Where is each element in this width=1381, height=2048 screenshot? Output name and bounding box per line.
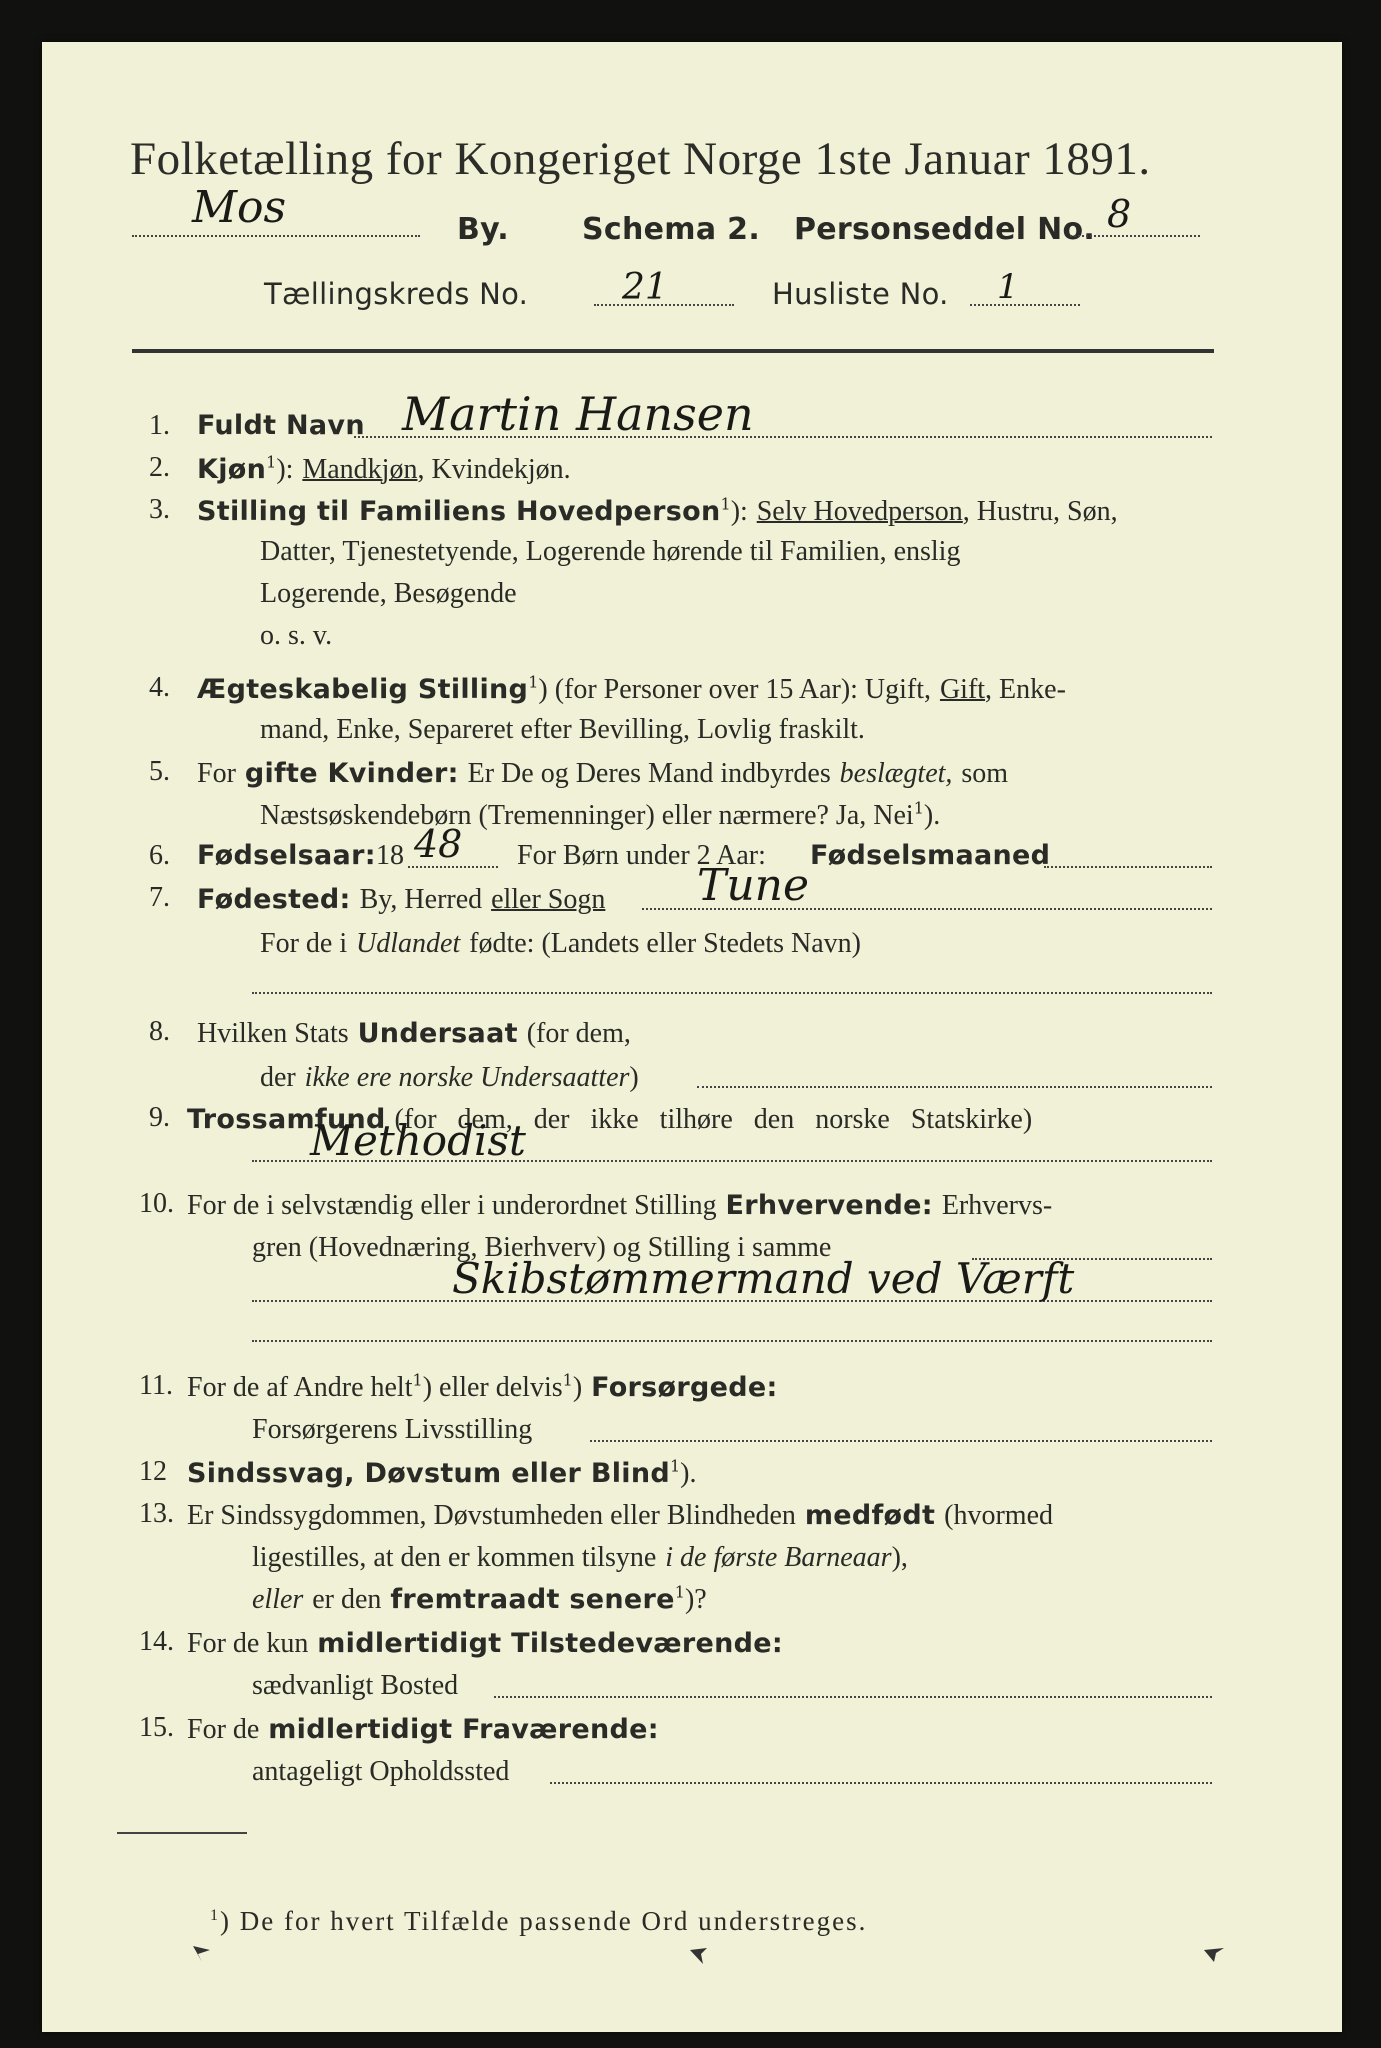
item-12-label: Sindssvag, Døvstum eller Blind [187, 1458, 670, 1489]
item-11-line1b: ) eller delvis [422, 1372, 563, 1403]
item-7-answer: Tune [697, 860, 810, 911]
form-title: Folketælling for Kongeriget Norge 1ste Januar 1891. [130, 133, 1151, 185]
item-5-line2-row [260, 798, 940, 832]
footnote-text: ) De for hvert Tilfælde passende Ord understreges. [220, 1906, 868, 1936]
item-13-row [187, 1498, 1053, 1532]
item-4-rest: , Enke- [985, 674, 1066, 705]
item-5-pre: For [197, 758, 236, 789]
item-10-row [187, 1188, 1052, 1222]
item-6-label: Fødselsaar: [197, 840, 376, 871]
item-3-sup: 1 [720, 494, 731, 514]
item-10-line1c: Erhvervs- [941, 1190, 1053, 1221]
item-15-line2: antageligt Opholdssted [252, 1756, 510, 1787]
item-7-row [197, 882, 605, 916]
item-13-line1c: (hvormed [944, 1500, 1053, 1531]
footnote-rule [117, 1832, 247, 1834]
item-11-line2: Forsørgerens Livsstilling [252, 1414, 533, 1445]
item-8-line1b: Undersaat [357, 1018, 518, 1049]
registration-mark-right-icon [1202, 1942, 1226, 1966]
husliste-label: Husliste No. [772, 277, 949, 311]
item-4-selected: Gift [939, 674, 986, 705]
item-13-number: 13. [139, 1498, 174, 1529]
item-13-line1a: Er Sindssygdommen, Døvstumheden eller Blindheden [187, 1500, 796, 1531]
item-10-line1b: Erhvervende: [725, 1190, 933, 1221]
item-11-label: Forsørgede: [591, 1372, 778, 1403]
item-4-sup: 1 [528, 672, 539, 692]
item-3-label: Stilling til Familiens Hovedperson [197, 496, 721, 527]
item-8-row [197, 1016, 631, 1050]
item-4-label: Ægteskabelig Stilling [197, 674, 529, 705]
item-9-label: Trossamfund [187, 1104, 386, 1135]
item-14-dotted-line [494, 1696, 1212, 1698]
item-5-label: gifte Kvinder: [244, 758, 459, 789]
item-3-colon: ): [730, 496, 748, 527]
item-7-line2a: For de i [260, 928, 348, 959]
item-5-end: som [961, 758, 1009, 789]
item-12-sup: 1 [669, 1456, 681, 1476]
item-6-year: 48 [414, 822, 463, 866]
item-8-line2a: der [260, 1062, 296, 1093]
item-5-ital: beslægtet, [839, 758, 953, 789]
item-14-number: 14. [139, 1626, 174, 1657]
item-6-prefix: 18 [376, 840, 404, 871]
item-3-number: 3. [149, 494, 170, 525]
item-14-line1a: For de kun [187, 1628, 309, 1659]
item-15-dotted-line [550, 1782, 1212, 1784]
item-13-line3 [252, 1582, 707, 1616]
registration-mark-left-icon [190, 1942, 214, 1966]
item-2-number: 2. [149, 452, 170, 483]
item-10-extra-line [252, 1340, 1212, 1342]
item-1-answer: Martin Hansen [402, 387, 754, 441]
item-7-selected: eller Sogn [491, 884, 606, 915]
item-13-line3c: fremtraadt senere [390, 1584, 675, 1615]
item-3-selected: Selv Hovedperson [756, 496, 963, 527]
item-9-answer: Methodist [310, 1116, 526, 1165]
item-4-mid: ) (for Personer over 15 Aar): Ugift, [538, 674, 932, 705]
item-13-line3a: eller [252, 1584, 304, 1615]
item-2-colon: ): [276, 454, 294, 485]
item-8-line2b: ikke ere norske Undersaatter [304, 1062, 630, 1093]
item-15-number: 15. [139, 1712, 174, 1743]
item-2-selected: Mandkjøn [302, 454, 418, 485]
schema-label: Schema 2. [582, 212, 761, 247]
item-4-number: 4. [149, 672, 170, 703]
city-dotted-line [132, 235, 420, 237]
item-7-line2b: Udlandet [356, 928, 461, 959]
item-5-close: ). [923, 800, 941, 831]
item-13-line1b: medfødt [804, 1500, 936, 1531]
item-12-number: 12 [139, 1456, 167, 1487]
footnote [210, 1906, 867, 1937]
personseddel-label: Personseddel No. [794, 212, 1096, 247]
item-3-line2: Datter, Tjenestetyende, Logerende hørende til Familien, enslig [260, 536, 961, 567]
item-7-answer-line [252, 992, 1212, 994]
item-5-row [197, 756, 1008, 790]
item-6-dotted-line [1044, 866, 1212, 868]
item-2-rest: , Kvindekjøn. [417, 454, 571, 485]
item-7-mid: By, Herred [359, 884, 483, 915]
item-13-line2c: ), [891, 1542, 908, 1573]
personseddel-number: 8 [1107, 192, 1132, 236]
item-8-dotted-line [697, 1086, 1212, 1088]
item-15-line1b: midlertidigt Fraværende: [268, 1714, 659, 1745]
item-6-year-dots [408, 866, 498, 868]
item-3-row [197, 494, 1118, 528]
footnote-sup: 1 [210, 1907, 220, 1924]
item-6-number: 6. [149, 840, 170, 871]
item-12-row [187, 1456, 697, 1490]
item-3-rest: , Hustru, Søn, [962, 496, 1118, 527]
item-11-number: 11. [139, 1370, 173, 1401]
item-7-line2 [260, 926, 861, 960]
city-handwritten: Mos [192, 182, 287, 233]
item-8-line1c: (for dem, [526, 1018, 631, 1049]
item-2-label: Kjøn [197, 454, 267, 485]
item-13-line2 [252, 1540, 908, 1574]
item-5-mid: Er De og Deres Mand indbyrdes [467, 758, 831, 789]
item-3-line3: Logerende, Besøgende [260, 578, 517, 609]
item-7-line2c: fødte: (Landets eller Stedets Navn) [469, 928, 862, 959]
item-2-sup: 1 [266, 452, 277, 472]
registration-mark-center-icon [687, 1944, 711, 1968]
item-1-number: 1. [149, 410, 170, 441]
item-3-line4: o. s. v. [260, 620, 333, 651]
item-15-row [187, 1712, 659, 1746]
item-1-label: Fuldt Navn [197, 410, 365, 441]
item-14-row [187, 1626, 783, 1660]
item-12-close: ). [680, 1458, 697, 1489]
by-label: By. [457, 212, 509, 247]
item-5-line2: Næstsøskendebørn (Tremenninger) eller nærmere? Ja, Nei [260, 800, 914, 831]
item-11-dotted-line [590, 1440, 1212, 1442]
item-11-row [187, 1370, 778, 1404]
item-13-line2a: ligestilles, at den er kommen tilsyne [252, 1542, 657, 1573]
item-14-line2: sædvanligt Bosted [252, 1670, 459, 1701]
item-7-label: Fødested: [197, 884, 351, 915]
item-11-line1c: ) [572, 1372, 583, 1403]
item-13-sup: 1 [674, 1582, 685, 1602]
item-4-row [197, 672, 1066, 706]
item-10-answer: Skibstømmermand ved Værft [452, 1254, 1075, 1303]
census-form [42, 42, 1342, 2032]
item-13-line3d: )? [684, 1584, 707, 1615]
item-6-label2: Fødselsmaaned [810, 840, 1051, 871]
item-5-number: 5. [149, 756, 170, 787]
item-11-sup-a: 1 [412, 1370, 423, 1390]
item-8-line2c: ) [629, 1062, 639, 1093]
item-2-row [197, 452, 571, 486]
item-10-line2: gren (Hovednæring, Bierhverv) og Stilling i samme [252, 1232, 832, 1263]
item-8-number: 8. [149, 1016, 170, 1047]
husliste-dotted-line [970, 304, 1080, 306]
kreds-label: Tællingskreds No. [264, 277, 529, 311]
item-9-number: 9. [149, 1102, 170, 1133]
item-6-mid: For Børn under 2 Aar: [517, 840, 766, 871]
item-14-line1b: midlertidigt Tilstedeværende: [317, 1628, 783, 1659]
item-11-sup-b: 1 [562, 1370, 573, 1390]
item-10-number: 10. [139, 1188, 174, 1219]
item-9-rest: (for dem, der ikke tilhøre den norske Statskirke) [394, 1104, 1033, 1135]
item-7-number: 7. [149, 882, 170, 913]
item-5-sup: 1 [913, 798, 924, 818]
kreds-number: 21 [622, 267, 668, 308]
item-10-line1a: For de i selvstændig eller i underordnet Stilling [187, 1190, 717, 1221]
item-13-line3b: er den [312, 1584, 382, 1615]
item-8-line2 [260, 1060, 639, 1094]
item-8-line1a: Hvilken Stats [197, 1018, 349, 1049]
husliste-number: 1 [997, 267, 1019, 307]
item-4-line2: mand, Enke, Separeret efter Bevilling, Lovlig fraskilt. [260, 714, 865, 745]
item-15-line1a: For de [187, 1714, 260, 1745]
personseddel-dotted-line [1070, 235, 1200, 237]
item-11-line1a: For de af Andre helt [187, 1372, 413, 1403]
item-13-line2b: i de første Barneaar [665, 1542, 892, 1573]
header-rule [132, 349, 1214, 353]
